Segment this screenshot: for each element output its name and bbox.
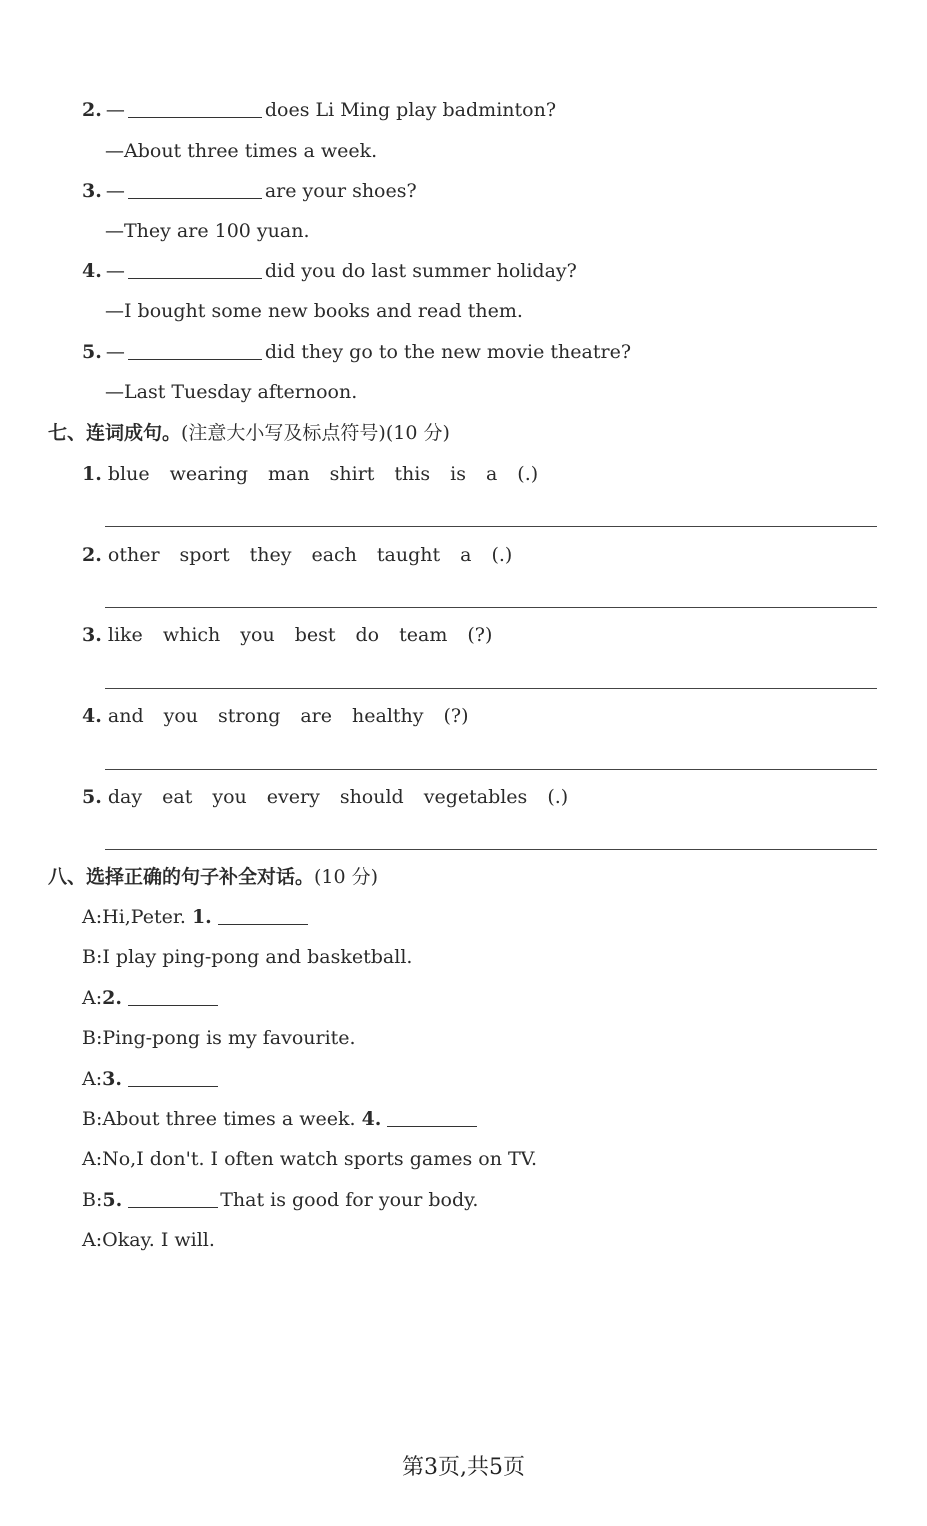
q7-1-words: 1. blue wearing man shirt this is a (.)	[82, 463, 539, 485]
dialog-line-1: A:Hi,Peter. 1.	[82, 904, 310, 930]
dialog-line-4: B:Ping-pong is my favourite.	[82, 1027, 356, 1049]
page-number: 第3页,共5页	[402, 1455, 525, 1480]
dialog-line-6: B:About three times a week. 4.	[82, 1106, 479, 1132]
dialog-line-7: A:No,I don't. I often watch sports games on TV.	[82, 1148, 538, 1170]
q7-5-words: 5. day eat you every should vegetables (.)	[82, 786, 569, 808]
q8-4-blank[interactable]	[387, 1108, 477, 1127]
q8-2-blank[interactable]	[128, 987, 218, 1006]
q8-1-blank[interactable]	[218, 906, 308, 925]
q7-2-words: 2. other sport they each taught a (.)	[82, 544, 513, 566]
q7-3-answer-line[interactable]	[105, 688, 877, 689]
dialog-line-2: B:I play ping-pong and basketball.	[82, 946, 413, 968]
q8-3-blank[interactable]	[128, 1068, 218, 1087]
q7-4-answer-line[interactable]	[105, 769, 877, 770]
q6-3-answer: —They are 100 yuan.	[105, 220, 310, 242]
q7-3-words: 3. like which you best do team (?)	[82, 624, 493, 646]
section-eight-title: 八、选择正确的句子补全对话。(10 分)	[48, 866, 379, 888]
dialog-line-5: A:3.	[82, 1066, 220, 1092]
q6-4-answer: —I bought some new books and read them.	[105, 300, 523, 322]
q8-5-blank[interactable]	[128, 1189, 218, 1208]
q6-4-blank[interactable]	[128, 260, 262, 279]
q6-3-question: 3. — are your shoes?	[82, 180, 417, 202]
q6-2-blank[interactable]	[128, 99, 262, 118]
dialog-line-3: A:2.	[82, 985, 220, 1011]
q7-4-words: 4. and you strong are healthy (?)	[82, 705, 469, 727]
section-seven-title: 七、连词成句。(注意大小写及标点符号)(10 分)	[48, 422, 450, 444]
q6-2-question: 2. — does Li Ming play badminton?	[82, 99, 557, 121]
q6-4-question: 4. — did you do last summer holiday?	[82, 260, 577, 282]
q7-5-answer-line[interactable]	[105, 849, 877, 850]
q7-2-answer-line[interactable]	[105, 607, 877, 608]
q6-3-blank[interactable]	[128, 180, 262, 199]
q6-5-question: 5. — did they go to the new movie theatre?	[82, 341, 632, 363]
q7-1-answer-line[interactable]	[105, 526, 877, 527]
q6-2-answer: —About three times a week.	[105, 140, 378, 162]
q6-5-blank[interactable]	[128, 341, 262, 360]
dialog-line-9: A:Okay. I will.	[82, 1229, 215, 1251]
q6-5-answer: —Last Tuesday afternoon.	[105, 381, 358, 403]
dialog-line-8: B:5. That is good for your body.	[82, 1189, 479, 1211]
